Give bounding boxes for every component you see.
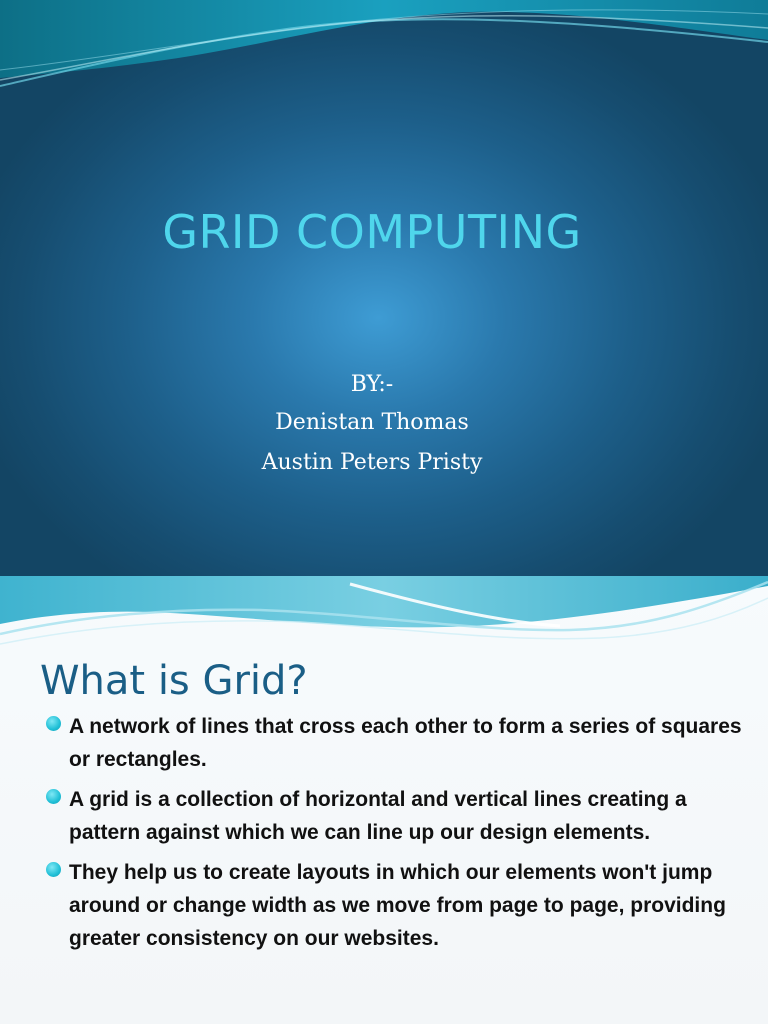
bullet-dot-icon bbox=[46, 862, 61, 877]
author-name: Denistan Thomas bbox=[275, 410, 469, 435]
bullet-list bbox=[46, 710, 746, 962]
wave-decoration bbox=[0, 576, 768, 666]
author-name: Austin Peters Pristy bbox=[261, 450, 483, 475]
bullet-text: They help us to create layouts in which our elements won't jump around or change width as we move from page to page, providing greater consistency on our websites. bbox=[69, 861, 726, 950]
bullet-dot-icon bbox=[46, 716, 61, 731]
bullet-item bbox=[46, 856, 746, 955]
bullet-item bbox=[46, 783, 746, 849]
by-label: BY:- bbox=[350, 372, 394, 397]
slide-title: What is Grid? bbox=[40, 658, 308, 704]
content-slide bbox=[0, 576, 768, 1024]
bullet-dot-icon bbox=[46, 789, 61, 804]
bullet-text: A grid is a collection of horizontal and vertical lines creating a pattern against which we can line up our design elements. bbox=[69, 788, 687, 844]
bullet-item bbox=[46, 710, 746, 776]
bullet-text: A network of lines that cross each other to form a series of squares or rectangles. bbox=[69, 715, 742, 771]
slide-title: GRID COMPUTING bbox=[162, 205, 582, 259]
